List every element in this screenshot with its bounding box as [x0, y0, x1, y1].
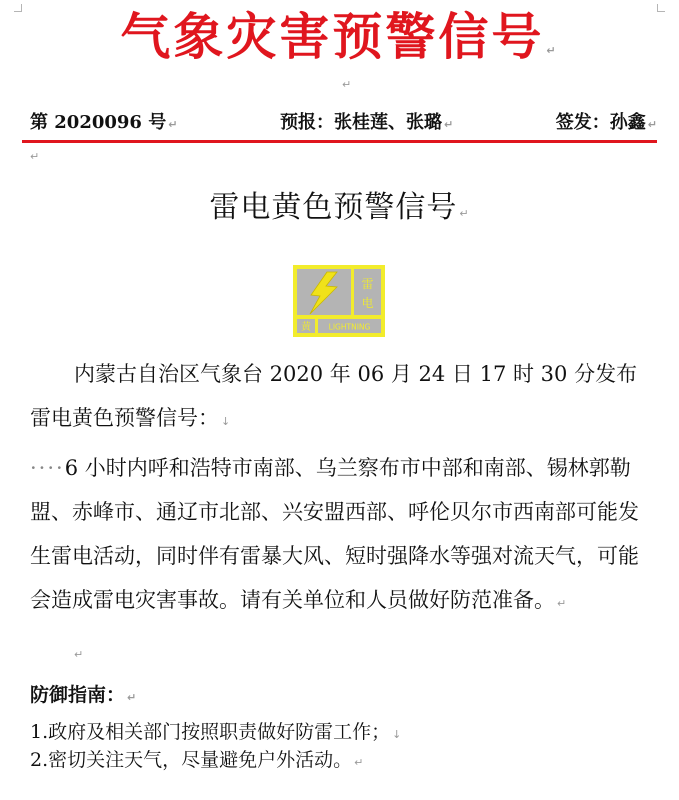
paragraph-mark-icon: ↵ [342, 78, 352, 91]
document-meta-line [30, 108, 657, 134]
icon-label-top: 雷 [361, 277, 374, 291]
defense-guide-heading: 防御指南： ↵ [30, 684, 137, 706]
paragraph-mark-icon: ↵ [557, 597, 567, 610]
document-title: 气象灾害预警信号 ↵ [120, 7, 559, 66]
warning-detail-paragraph: ····6 小时内呼和浩特市南部、乌兰察布市中部和南部、锡林郭勒盟、赤峰市、通辽市北部、兴安盟西部、呼伦贝尔市西南部可能发生雷电活动，同时伴有雷暴大风、短时强降水等强对流天气，可能会造成雷电灾害事故。请有关单位和人员做好防范准备。 ↵ [30, 456, 639, 612]
indent-dots: ···· [30, 456, 65, 480]
paragraph-mark-icon: ↵ [354, 756, 364, 769]
icon-label-bottom-right: LIGHTNING [328, 322, 371, 332]
paragraph-mark-icon: ↵ [444, 118, 454, 131]
paragraph-mark-icon: ↓ [221, 415, 231, 428]
signal-title: 雷电黄色预警信号 ↵ [209, 190, 470, 225]
paragraph-mark-icon: ↵ [127, 691, 137, 704]
document-number: 第 2020096 号 ↵ [30, 112, 178, 133]
defense-guide-item: 1.政府及相关部门按照职责做好防雷工作； ↓ [30, 721, 402, 743]
icon-label-bottom-left: 黄 [301, 322, 311, 333]
icon-label-mid: 电 [361, 296, 374, 310]
paragraph-mark-icon: ↵ [647, 118, 657, 131]
lightning-yellow-warning-icon [293, 265, 385, 337]
paragraph-mark-icon: ↵ [74, 648, 84, 661]
issuer-name: 签发：孙鑫 ↵ [555, 112, 657, 133]
paragraph-mark-icon: ↵ [546, 44, 559, 57]
defense-guide-item: 2.密切关注天气，尽量避免户外活动。 ↵ [30, 749, 364, 771]
issuance-paragraph: 内蒙古自治区气象台 2020 年 06 月 24 日 17 时 30 分发布雷电黄色预警信号： ↓ [30, 362, 638, 430]
paragraph-mark-icon: ↵ [168, 118, 178, 131]
forecaster-names: 预报：张桂莲、张璐 ↵ [280, 112, 454, 133]
paragraph-mark-icon: ↵ [459, 207, 470, 220]
header-red-rule [22, 140, 657, 143]
paragraph-mark-icon: ↓ [392, 728, 402, 741]
paragraph-mark-icon: ↵ [30, 150, 40, 163]
